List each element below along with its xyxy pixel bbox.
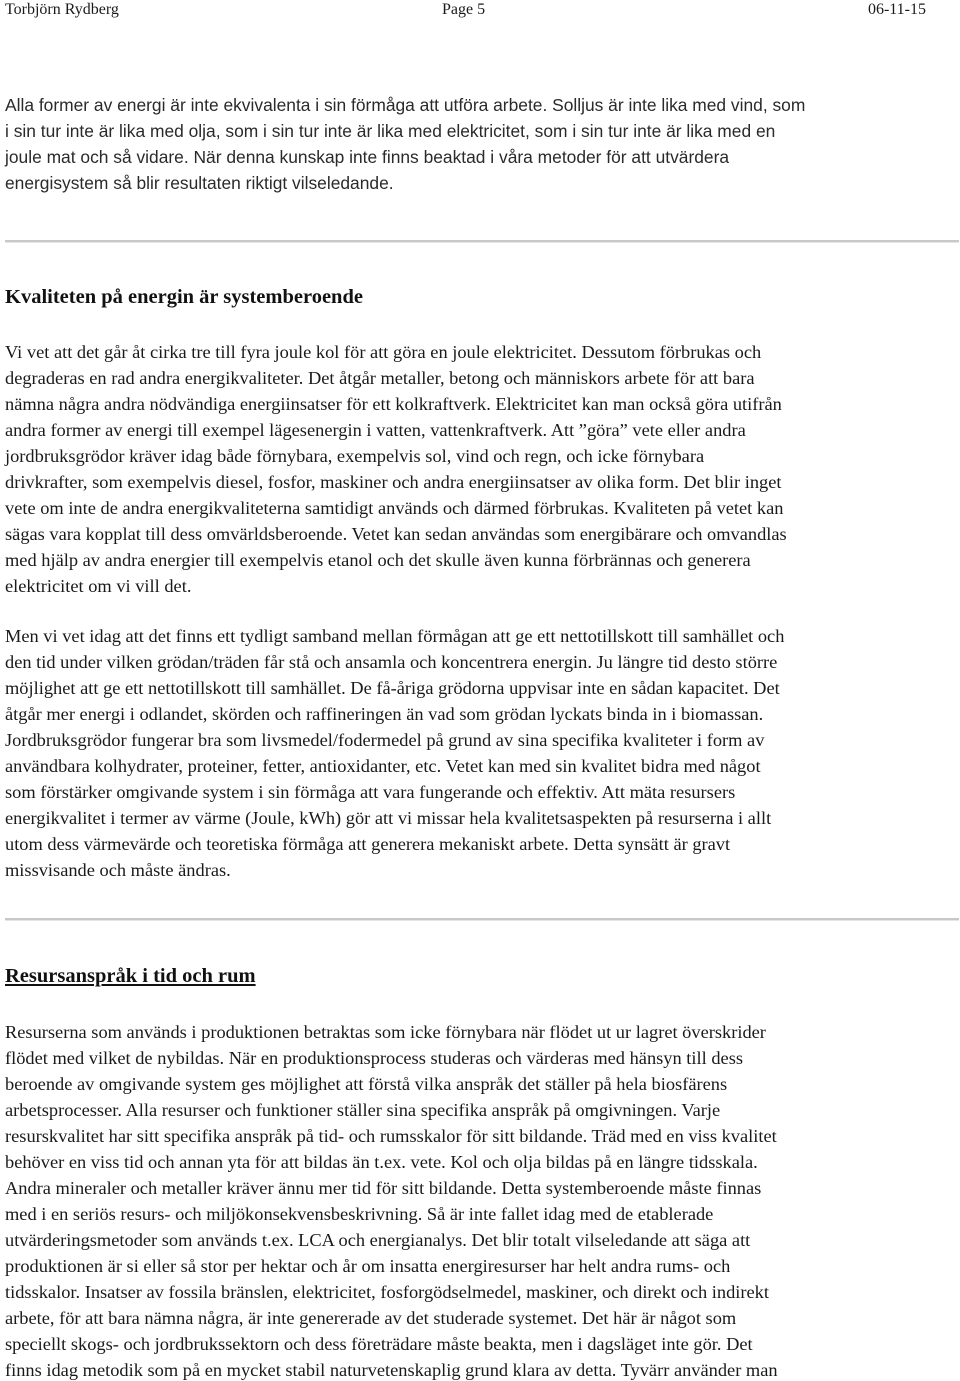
body-paragraph [5,623,955,883]
text-line: den tid under vilken grödan/träden får stå och ansamla och koncentrera energin. Ju längre tid desto större [5,652,778,672]
section-heading-energy-quality: Kvaliteten på energin är systemberoende [5,286,363,308]
text-line: behöver en viss tid och annan yta för att bildas än t.ex. vete. Kol och olja bildas på en längre tidsskala. [5,1152,758,1172]
text-line: flödet med vilket de nybildas. När en produktionsprocess studeras och värderas med hänsyn till dess [5,1048,744,1068]
body-paragraph [5,1019,955,1381]
section-heading-resource-claims: Resursanspråk i tid och rum [5,965,256,987]
body-paragraph [5,339,955,599]
section-divider [5,240,959,243]
text-line: Jordbruksgrödor fungerar bra som livsmedel/fodermedel på grund av sina specifika kvaliteter i form av [5,730,765,750]
text-line: resurskvalitet har sitt specifika anspråk på tid- och rumsskalor för sitt bildande. Träd med en viss kvalitet [5,1126,777,1146]
text-line: energisystem så blir resultaten riktigt vilseledande. [5,173,394,193]
text-line: utom dess värmevärde och teoretiska förmåga att generera mekaniskt arbete. Detta synsätt är gravt [5,834,731,854]
text-line: sägas vara kopplat till dess omvärldsberoende. Vetet kan sedan användas som energibärare och omvandlas [5,524,787,544]
text-line: beroende av omgivande system ges möjlighet att förstå vilka anspråk det ställer på hela biosfärens [5,1074,728,1094]
text-line: joule mat och så vidare. När denna kunskap inte finns beaktad i våra metoder för att utvärdera [5,147,730,167]
text-line: Alla former av energi är inte ekvivalenta i sin förmåga att utföra arbete. Solljus är inte lika med vind, som [5,95,806,115]
text-line: användbara kolhydrater, proteiner, fetter, antioxidanter, etc. Vetet kan med sin kvalitet bidra med något [5,756,761,776]
header-date: 06-11-15 [867,1,926,18]
text-line: degraderas en rad andra energikvaliteter. Det åtgår metaller, betong och människors arbete för att bara [5,368,755,388]
text-line: elektricitet om vi vill det. [5,576,192,596]
text-line: Vi vet att det går åt cirka tre till fyra joule kol för att göra en joule elektricitet. Dessutom förbrukas och [5,342,762,362]
header-page-number: Page 5 [442,1,486,18]
text-line: drivkrafter, som exempelvis diesel, fosfor, maskiner och andra energiinsatser av olika form. Det blir inget [5,472,782,492]
text-line: i sin tur inte är lika med olja, som i sin tur inte är lika med elektricitet, som i sin tur inte är lika med en [5,121,776,141]
text-line: speciellt skogs- och jordbrukssektorn och dess företrädare måste beakta, men i dagsläget inte gör. Det [5,1334,753,1354]
text-line: arbete, för att bara nämna några, är inte genererade av det studerade systemet. Det här är något som [5,1308,737,1328]
intro-paragraph [5,92,955,196]
text-line: finns idag metodik som på en mycket stabil naturvetenskaplig grund klara av detta. Tyvärr använder man [5,1360,778,1380]
text-line: med i en seriös resurs- och miljökonsekvensbeskrivning. Så är inte fallet idag med de etablerade [5,1204,714,1224]
text-line: missvisande och måste ändras. [5,860,231,880]
text-line: nämna några andra nödvändiga energiinsatser för ett kolkraftverk. Elektricitet kan man också göra utifrån [5,394,782,414]
text-line: produktionen är si eller så stor per hektar och år om insatta energiresurser har helt andra rums- och [5,1256,731,1276]
text-line: Men vi vet idag att det finns ett tydligt samband mellan förmågan att ge ett nettotillskott till samhället och [5,626,785,646]
text-line: tidsskalor. Insatser av fossila bränslen, elektricitet, fosforgödselmedel, maskiner, och direkt och indirekt [5,1282,769,1302]
text-line: vete om inte de andra energikvaliteterna samtidigt används och därmed förbrukas. Kvaliteten på vetet kan [5,498,784,518]
text-line: med hjälp av andra energier till exempelvis etanol och det skulle även kunna förbrännas och generera [5,550,751,570]
section-divider [5,918,959,921]
text-line: åtgår mer energi i odlandet, skörden och raffineringen än vad som grödan lyckats binda in i biomassan. [5,704,764,724]
text-line: jordbruksgrödor kräver idag både förnybara, exempelvis sol, vind och regn, och icke förnybara [5,446,705,466]
page-header [0,0,960,22]
text-line: andra former av energi till exempel lägesenergin i vatten, vattenkraftverk. Att ”göra” vete eller andra [5,420,746,440]
text-line: arbetsprocesser. Alla resurser och funktioner ställer sina specifika anspråk på omgivningen. Varje [5,1100,721,1120]
text-line: som förstärker omgivande system i sin förmåga att vara fungerande och effektiv. Att mäta resursers [5,782,736,802]
text-line: möjlighet att ge ett nettotillskott till samhället. De få-åriga grödorna uppvisar inte en sådan kapacitet. Det [5,678,780,698]
text-line: utvärderingsmetoder som används t.ex. LCA och energianalys. Det blir totalt vilseledande att säga att [5,1230,751,1250]
text-line: Resurserna som används i produktionen betraktas som icke förnybara när flödet ut ur lagret överskrider [5,1022,766,1042]
text-line: energikvalitet i termer av värme (Joule, kWh) gör att vi missar hela kvalitetsaspekten på resurserna i allt [5,808,772,828]
header-author: Torbjörn Rydberg [5,1,119,18]
text-line: Andra mineraler och metaller kräver ännu mer tid för sitt bildande. Detta systemberoende måste finnas [5,1178,762,1198]
